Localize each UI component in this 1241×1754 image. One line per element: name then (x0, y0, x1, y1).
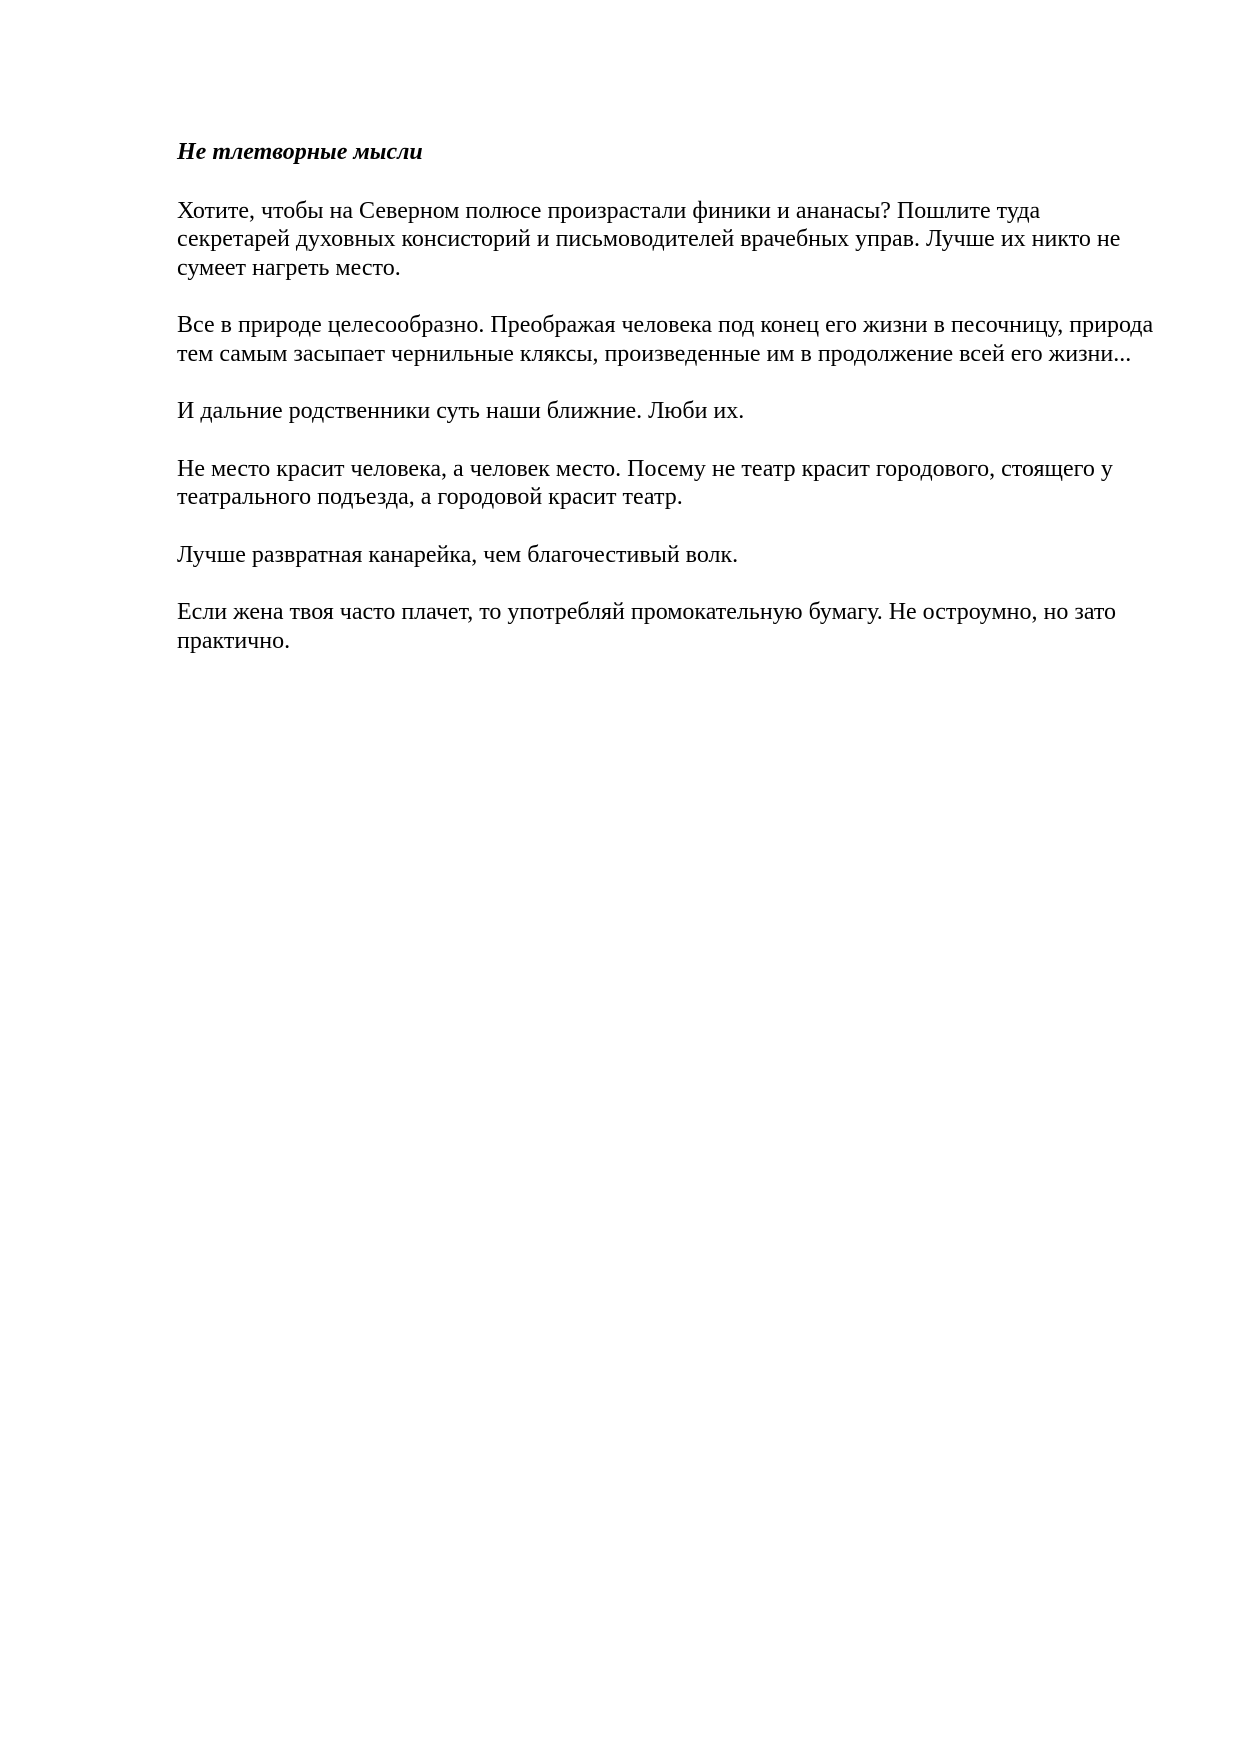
document-body (177, 138, 1157, 684)
paragraph: Лучше развратная канарейка, чем благочестивый волк. (177, 541, 739, 568)
paragraph: Все в природе целесообразно. Преображая человека под конец его жизни в песочницу, природа тем самым засыпает чернильные кляксы, произведенные им в продолжение всей его жизни... (177, 312, 1154, 367)
paragraph: Если жена твоя часто плачет, то употребляй промокательную бумагу. Не остроумно, но зато практично. (177, 599, 1117, 654)
paragraph: Не место красит человека, а человек место. Посему не театр красит городового, стоящего у театрального подъезда, а городовой красит театр. (177, 455, 1113, 510)
paragraph: Хотите, чтобы на Северном полюсе произрастали финики и ананасы? Пошлите туда секретарей духовных консисторий и письмоводителей врачебных управ. Лучше их никто не сумеет нагреть место. (177, 197, 1121, 281)
paragraph: И дальние родственники суть наши ближние. Люби их. (177, 398, 745, 424)
document-title: Не тлетворные мысли (177, 139, 423, 165)
